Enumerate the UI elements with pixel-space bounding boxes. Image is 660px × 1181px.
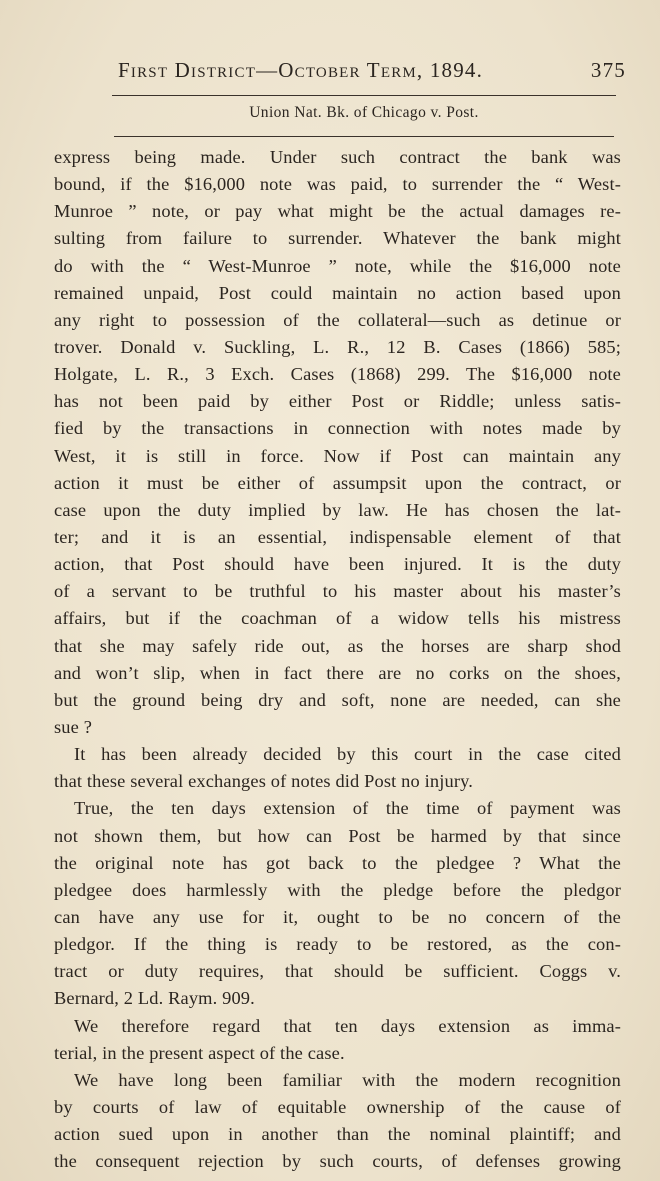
text-line: sue ?: [54, 716, 93, 737]
text-line: terial, in the present aspect of the case.: [54, 1042, 345, 1063]
text-line: any right to possession of the collateral—such as detinue or: [54, 309, 621, 330]
text-line: bound, if the $16,000 note was paid, to surrender the “ West-: [54, 174, 621, 195]
text-line: the original note has got back to the pledgee ? What the: [54, 852, 621, 873]
text-line: do with the “ West-Munroe ” note, while the $16,000 note: [54, 255, 621, 276]
text-line: Holgate, L. R., 3 Exch. Cases (1868) 299. The $16,000 note: [54, 364, 621, 385]
text-line: Bernard, 2 Ld. Raym. 909.: [54, 988, 255, 1009]
text-line: action, that Post should have been injured. It is the duty: [54, 554, 621, 575]
text-line: fied by the transactions in connection with notes made by: [54, 418, 621, 439]
text-line: has not been paid by either Post or Riddle; unless satis-: [54, 391, 621, 412]
text-line: that she may safely ride out, as the horses are sharp shod: [54, 635, 621, 656]
case-title: Union Nat. Bk. of Chicago v. Post.: [249, 104, 479, 121]
text-line: Munroe ” note, or pay what might be the actual damages re-: [54, 201, 621, 222]
text-line: action it must be either of assumpsit upon the contract, or: [54, 472, 621, 493]
text-line: remained unpaid, Post could maintain no action based upon: [54, 282, 621, 303]
text-line: tract or duty requires, that should be sufficient. Coggs v.: [54, 961, 621, 982]
text-line: True, the ten days extension of the time of payment was: [74, 798, 621, 819]
text-line: case upon the duty implied by law. He has chosen the lat-: [54, 499, 621, 520]
text-line: and won’t slip, when in fact there are no corks on the shoes,: [54, 662, 621, 683]
text-line: action sued upon in another than the nominal plaintiff; and: [54, 1124, 621, 1145]
text-line: sulting from failure to surrender. Whatever the bank might: [54, 228, 621, 249]
text-line: express being made. Under such contract the bank was: [54, 147, 621, 167]
page-number: 375: [590, 58, 626, 82]
text-line: of a servant to be truthful to his master about his master’s: [54, 581, 621, 602]
text-line: pledgor. If the thing is ready to be restored, as the con-: [54, 934, 621, 955]
case-title-rule: [114, 136, 614, 137]
text-line: not shown them, but how can Post be harmed by that since: [54, 825, 621, 846]
text-line: ter; and it is an essential, indispensable element of that: [54, 526, 621, 547]
body-text: [54, 144, 621, 1175]
running-head-title: First District—October Term, 1894.: [118, 58, 484, 82]
text-line: by courts of law of equitable ownership of the cause of: [54, 1096, 621, 1117]
text-line: We have long been familiar with the modern recognition: [74, 1069, 621, 1090]
text-line: We therefore regard that ten days extension as imma-: [74, 1015, 621, 1036]
running-head: [118, 58, 626, 92]
text-line: the consequent rejection by such courts, of defenses growing: [54, 1151, 621, 1172]
text-line: trover. Donald v. Suckling, L. R., 12 B. Cases (1866) 585;: [54, 336, 621, 357]
text-line: It has been already decided by this court in the case cited: [74, 744, 621, 765]
text-line: can have any use for it, ought to be no concern of the: [54, 906, 621, 927]
text-line: pledgee does harmlessly with the pledge before the pledgor: [54, 879, 621, 900]
header-rule: [112, 95, 616, 96]
text-line: affairs, but if the coachman of a widow tells his mistress: [54, 608, 621, 629]
text-line: that these several exchanges of notes did Post no injury.: [54, 771, 474, 792]
text-line: West, it is still in force. Now if Post can maintain any: [54, 445, 621, 466]
text-line: but the ground being dry and soft, none are needed, can she: [54, 689, 621, 710]
